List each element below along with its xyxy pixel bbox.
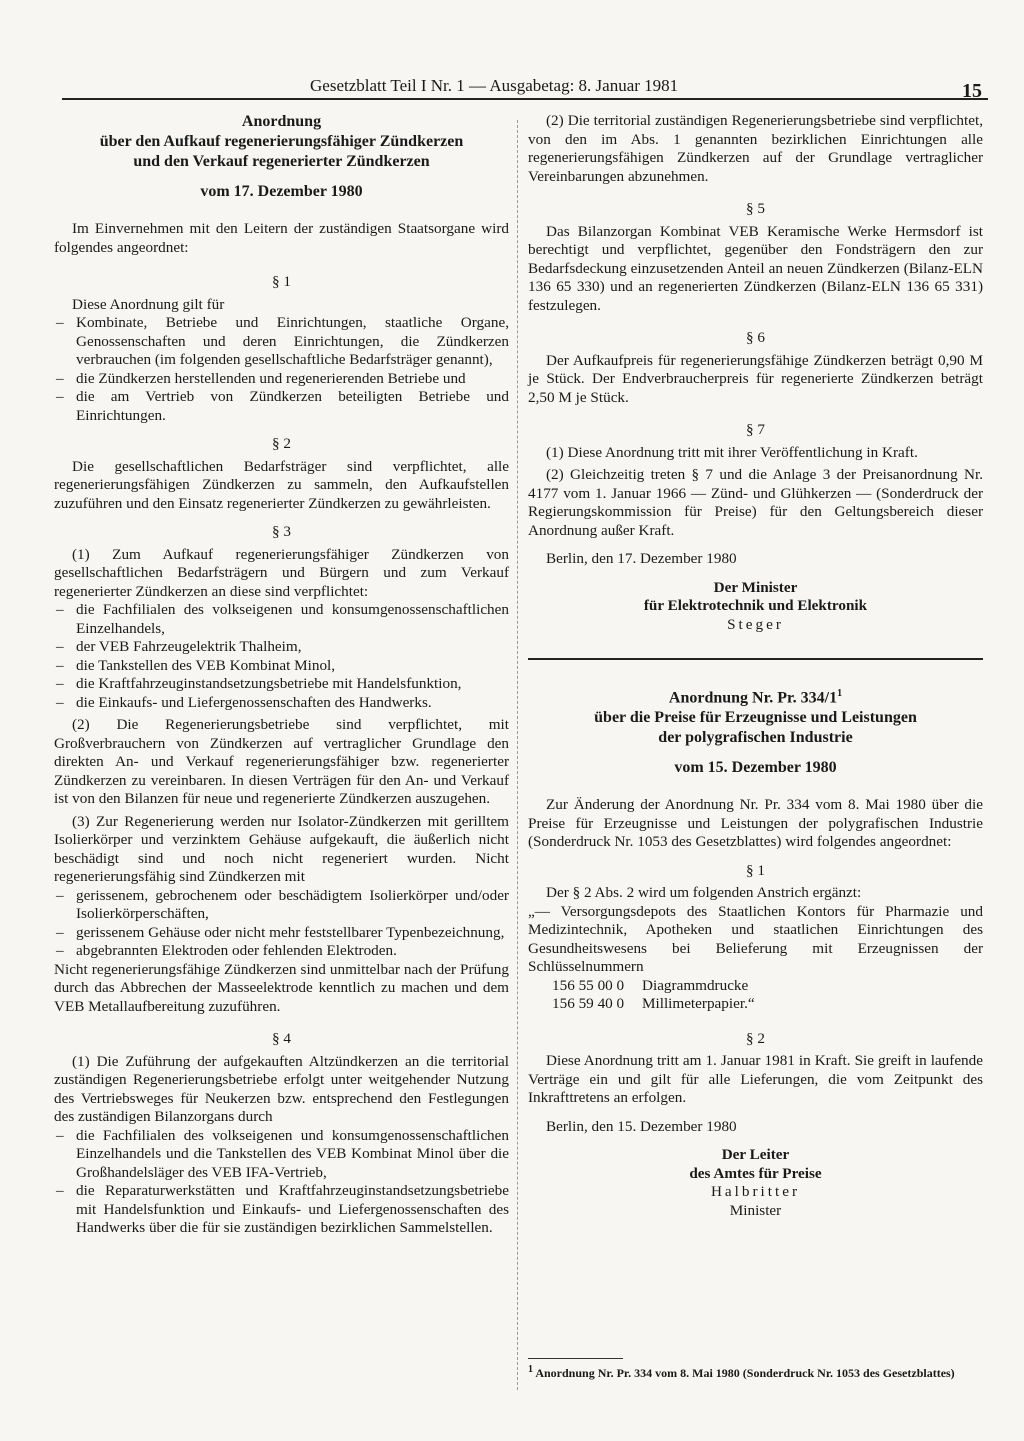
doc1-s7-p1: (1) Diese Anordnung tritt mit ihrer Veröffentlichung in Kraft. <box>546 443 918 461</box>
section-separator <box>528 658 983 660</box>
doc1-intro: Im Einvernehmen mit den Leitern der zuständigen Staatsorgane wird folgendes angeordnet: <box>54 220 509 256</box>
doc2-signature: Der Leiter des Amtes für Preise Halbritter Minister <box>528 1146 983 1220</box>
doc2-s1-lead: Der § 2 Abs. 2 wird um folgenden Anstrich ergänzt: <box>546 884 862 902</box>
code-row: 156 59 40 0 Millimeterpapier.“ <box>552 995 755 1013</box>
doc1-s6-text: Der Aufkaufpreis für regenerierungsfähige Zündkerzen beträgt 0,90 M je Stück. Der Endverbraucherpreis für regenerierte Zündkerzen beträgt 2,50 M je Stück. <box>528 351 983 406</box>
signatory-name: Halbritter <box>710 1183 801 1201</box>
doc1-s4-list <box>54 1127 509 1238</box>
doc1-s3-p4: Nicht regenerierungsfähige Zündkerzen sind unmittelbar nach der Prüfung durch das Abbrechen der Masseelektrode kenntlich zu machen und dem VEB Metallaufbereitung zuzuführen. <box>54 960 509 1015</box>
doc2-place-date: Berlin, den 15. Dezember 1980 <box>546 1117 737 1135</box>
doc1-s6-head: § 6 <box>746 329 765 346</box>
doc1-s5-head: § 5 <box>746 200 765 217</box>
doc2-title: Anordnung Nr. Pr. $334/1^1$ über die Preise für Erzeugnisse und Leistungen der polygrafischen Industrie <box>594 688 917 747</box>
doc1-s4-p2: (2) Die territorial zuständigen Regenerierungsbetriebe sind verpflichtet, von den im Abs. 1 genannten bezirklichen Einrichtungen alle regenerierungsfähigen Zündkerzen auf der Grundlage vertraglicher Vereinbarungen abzunehmen. <box>528 112 983 185</box>
doc1-signature: Der Minister für Elektrotechnik und Elektronik Steger <box>528 579 983 635</box>
doc1-s3-list3 <box>54 887 509 961</box>
page-number: 15 <box>962 80 982 102</box>
doc1-s3-p1: (1) Zum Aufkauf regenerierungsfähiger Zündkerzen von gesellschaftlichen Bedarfsträgern und Bürgern und zum Verkauf regenerierter Zündkerzen an diese sind verpflichtet: <box>54 545 509 600</box>
list-item: – gerissenem, gebrochenem oder beschädigtem Isolierkörper und/oder Isolierkörperschäften, <box>54 887 509 924</box>
doc1-s7-head: § 7 <box>746 421 765 438</box>
list-item: – abgebrannten Elektroden oder fehlenden Elektroden. <box>54 942 509 961</box>
code-list <box>552 977 983 1014</box>
doc1-s1-list <box>54 314 509 425</box>
list-item: – die Reparaturwerkstätten und Kraftfahrzeuginstandsetzungsbetriebe mit Handelsfunktion und Einkaufs- und Liefergenossenschaften des Handwerks über die für sie zuständigen bezirklichen Sammelstellen. <box>54 1182 509 1238</box>
doc1-s3-list1 <box>54 601 509 712</box>
doc2-date: vom 15. Dezember 1980 <box>674 759 837 777</box>
doc2-intro: Zur Änderung der Anordnung Nr. Pr. 334 vom 8. Mai 1980 über die Preise für Erzeugnisse und Leistungen der polygrafischen Industrie (Sonderdruck Nr. 1053 des Gesetzblattes) wird folgendes angeordnet: <box>528 796 983 851</box>
doc1-place-date: Berlin, den 17. Dezember 1980 <box>546 550 737 567</box>
doc1-s2-head: § 2 <box>272 435 291 452</box>
list-item: – die Zündkerzen herstellenden und regenerierenden Betriebe und <box>54 370 509 389</box>
doc1-s3-p3: (3) Zur Regenerierung werden nur Isolator-Zündkerzen mit gerilltem Isolierkörper und verzinktem Gehäuse aufgekauft, die äußerlich nicht beschädigt sind und noch nicht regeneriert wurden. Nicht regenerierungsfähig sind Zündkerzen mit <box>54 812 509 885</box>
list-item: – die Tankstellen des VEB Kombinat Minol, <box>54 657 509 676</box>
list-item: – gerissenem Gehäuse oder nicht mehr feststellbarer Typenbezeichnung, <box>54 924 509 943</box>
doc1-s2-text: Die gesellschaftlichen Bedarfsträger sind verpflichtet, alle regenerierungsfähigen Zündkerzen zu sammeln, den Aufkaufstellen zuzuführen und den Einsatz regenerierter Zündkerzen zu gewährleisten. <box>54 457 509 512</box>
list-item: – die am Vertrieb von Zündkerzen beteiligten Betriebe und Einrichtungen. <box>54 388 509 425</box>
list-item: – die Einkaufs- und Liefergenossenschaften des Handwerks. <box>54 694 509 713</box>
doc1-s3-p2: (2) Die Regenerierungsbetriebe sind verpflichtet, mit Großverbrauchern von Zündkerzen auf vertraglicher Grundlage den direkten An- und Verkauf regenerierungsfähiger bzw. regenerierter Zündkerzen zu vereinbaren. In diesen Verträgen für den An- und Verkauf ist von den Bilanzen für neue und regenerierte Zündkerzen auszugehen. <box>54 716 509 807</box>
doc2-s1-item: „— Versorgungsdepots des Staatlichen Kontors für Pharmazie und Medizintechnik, Apotheken und staatlichen Einrichtungen des Gesundheitswesens bei Belieferung mit Erzeugnissen der Schlüsselnummern <box>528 902 983 976</box>
left-column <box>54 112 509 1238</box>
list-item: – die Fachfilialen des volkseigenen und konsumgenossenschaftlichen Einzelhandels und die Tankstellen des VEB Kombinat Minol über die Großhandelsläger des VEB IFA-Vertrieb, <box>54 1127 509 1183</box>
footnote: $^1$ Anordnung Nr. Pr. 334 vom 8. Mai 1980 (Sonderdruck Nr. 1053 des Gesetzblattes) <box>528 1358 983 1380</box>
list-item: – die Kraftfahrzeuginstandsetzungsbetriebe mit Handelsfunktion, <box>54 675 509 694</box>
doc1-s7-p2: (2) Gleichzeitig treten § 7 und die Anlage 3 der Preisanordnung Nr. 4177 vom 1. Januar 1966 — Zünd- und Glühkerzen — (Sonderdruck der Regierungskommission für Preise) für den Geltungsbereich dieser Anordnung außer Kraft. <box>528 466 983 539</box>
page-header <box>62 76 988 100</box>
doc1-s4-head: § 4 <box>272 1030 291 1047</box>
doc1-s1-head: § 1 <box>272 273 291 290</box>
list-item: – die Fachfilialen des volkseigenen und konsumgenossenschaftlichen Einzelhandels, <box>54 601 509 638</box>
doc2-s2-head: § 2 <box>746 1029 765 1047</box>
column-divider <box>517 120 518 1390</box>
doc1-s5-text: Das Bilanzorgan Kombinat VEB Keramische Werke Hermsdorf ist berechtigt und verpflichtet, gegenüber den Fondsträgern den zur Bedarfsdeckung einzusetzenden Anteil an neuen Zündkerzen (Bilanz-ELN 136 65 330) und an regenerierten Zündkerzen (Bilanz-ELN 136 65 331) festzulegen. <box>528 222 983 314</box>
list-item: – der VEB Fahrzeugelektrik Thalheim, <box>54 638 509 657</box>
doc1-s3-head: § 3 <box>272 523 291 540</box>
header-line: Gesetzblatt Teil I Nr. 1 — Ausgabetag: 8. Januar 1981 <box>310 76 679 95</box>
code-row: 156 55 00 0 Diagrammdrucke <box>552 976 749 994</box>
doc1-title: Anordnung über den Aufkauf regenerierungsfähiger Zündkerzen und den Verkauf regenerierter Zündkerzen <box>99 113 464 170</box>
doc1-date: vom 17. Dezember 1980 <box>200 183 363 200</box>
list-item: – Kombinate, Betriebe und Einrichtungen, staatliche Organe, Genossenschaften und deren Einrichtungen, die Zündkerzen verbrauchen (im folgenden gesellschaftliche Bedarfsträger genannt), <box>54 314 509 370</box>
doc1-s4-p1: (1) Die Zuführung der aufgekauften Altzündkerzen an die territorial zuständigen Regenerierungsbetriebe erfolgt unter weitgehender Nutzung des Vertriebsweges für Neukerzen bzw. entsprechend den Festlegungen des zuständigen Bilanzorgans durch <box>54 1052 509 1125</box>
doc2-s1-head: § 1 <box>746 861 765 879</box>
doc1-s1-lead: Diese Anordnung gilt für <box>72 295 225 313</box>
right-column <box>528 112 983 1220</box>
signatory-name: Steger <box>727 615 784 633</box>
footnote-rule <box>528 1358 623 1359</box>
doc2-s2-text: Diese Anordnung tritt am 1. Januar 1981 in Kraft. Sie greift in laufende Verträge ein und gilt für alle Lieferungen, die vom Zeitpunkt des Inkrafttretens an erfolgen. <box>528 1052 983 1107</box>
